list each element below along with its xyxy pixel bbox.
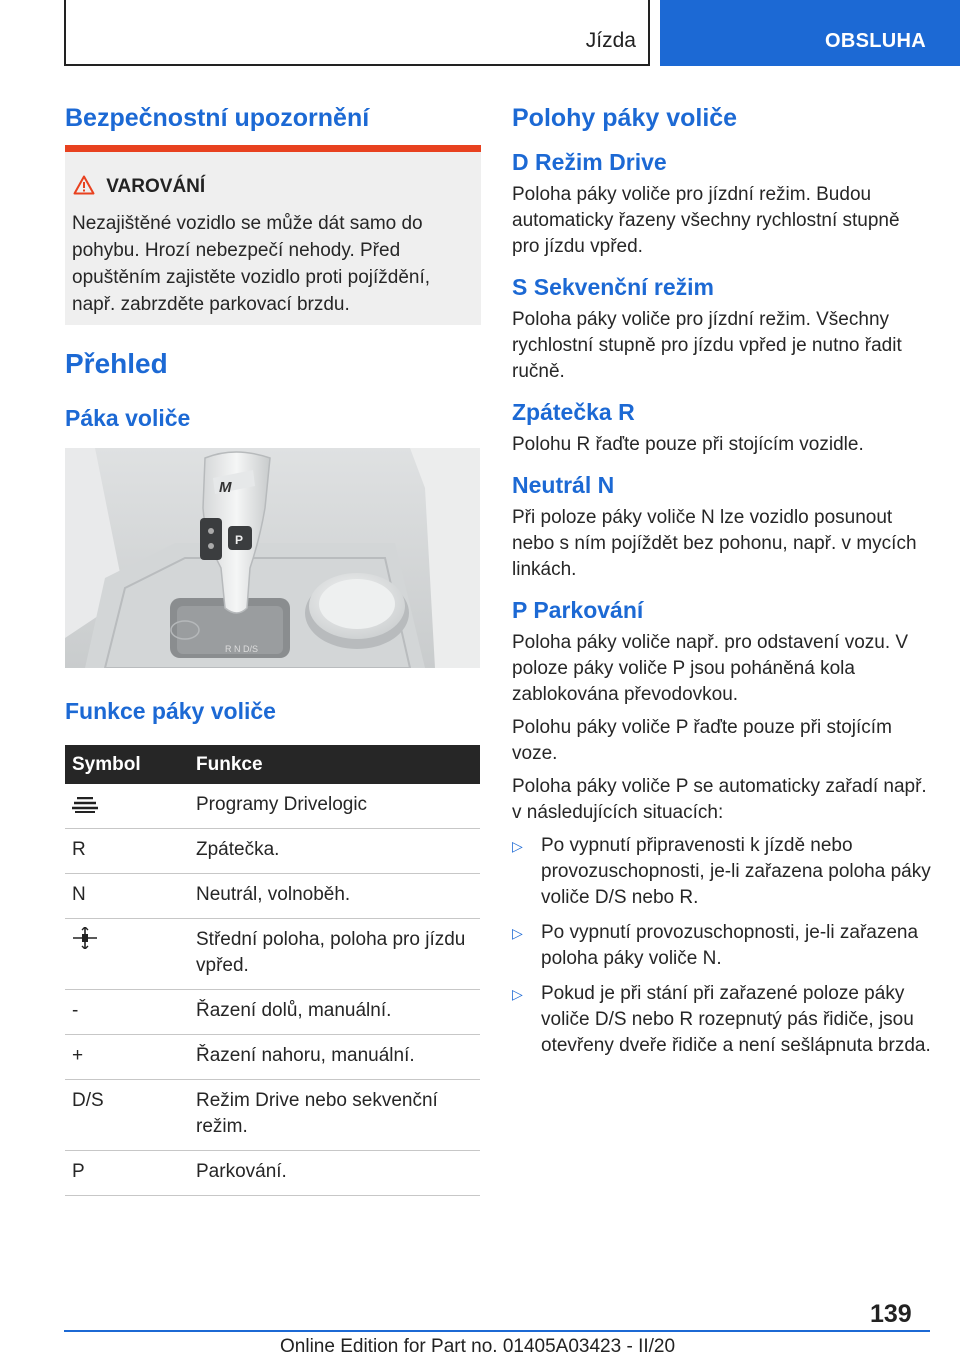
function-cell: Neutrál, volnoběh. xyxy=(189,874,480,919)
positions-heading: Polohy páky voliče xyxy=(512,104,738,132)
page-header xyxy=(0,0,960,66)
header-section-label: Jízda xyxy=(585,29,636,52)
drive-mode-text: Poloha páky voliče pro jízdní režim. Budou automaticky řazeny všechny rychlostní stupně pro jízdu vpřed. xyxy=(512,184,900,257)
drivelogic-icon xyxy=(72,794,98,815)
table-row xyxy=(65,874,480,919)
svg-text:P: P xyxy=(235,533,244,547)
function-cell: Střední poloha, poloha pro jízdu vpřed. xyxy=(189,919,480,990)
sequential-mode-text: Poloha páky voliče pro jízdní režim. Všechny rychlostní stupně pro jízdu vpřed je nutno řadit ručně. xyxy=(512,309,902,382)
safety-heading: Bezpečnostní upozornění xyxy=(65,104,370,132)
warning-title-text: VAROVÁNÍ xyxy=(106,176,206,197)
reverse-heading: Zpátečka R xyxy=(512,399,635,425)
page-number: 139 xyxy=(870,1300,912,1328)
table-row xyxy=(65,1080,480,1151)
symbol-cell: R xyxy=(65,829,189,874)
header-chapter-label: OBSLUHA xyxy=(825,30,926,52)
selector-positions-column xyxy=(512,104,932,1068)
triangle-bullet-icon: ▷ xyxy=(512,925,523,941)
table-header-row xyxy=(65,745,480,784)
symbol-cell: - xyxy=(65,990,189,1035)
drive-mode-heading: D Režim Drive xyxy=(512,149,667,175)
function-cell: Zpátečka. xyxy=(189,829,480,874)
functions-table xyxy=(65,745,480,1196)
symbol-cell xyxy=(65,919,189,990)
function-cell: Programy Drivelogic xyxy=(189,784,480,829)
table-row xyxy=(65,919,480,990)
list-item: ▷ Po vypnutí provozuschopnosti, je-li zařazena poloha páky voliče N. xyxy=(512,922,919,969)
symbol-cell: D/S xyxy=(65,1080,189,1151)
header-chapter-tab[interactable] xyxy=(660,0,960,66)
reverse-text: Polohu R řaďte pouze při stojícím vozidle. xyxy=(512,434,864,455)
column-header-function: Funkce xyxy=(189,745,480,784)
park-heading: P Parkování xyxy=(512,597,644,623)
selector-lever-photo xyxy=(65,448,480,668)
warning-triangle-icon xyxy=(73,175,101,201)
neutral-heading: Neutrál N xyxy=(512,472,615,498)
function-cell: Parkování. xyxy=(189,1151,480,1196)
table-row xyxy=(65,990,480,1035)
park-text-2: Polohu páky voliče P řaďte pouze při stojícím voze. xyxy=(512,717,892,764)
triangle-bullet-icon: ▷ xyxy=(512,838,523,854)
function-cell: Režim Drive nebo sekvenční režim. xyxy=(189,1080,480,1151)
footer-rule xyxy=(64,1330,930,1332)
center-position-icon xyxy=(72,930,98,951)
table-row xyxy=(65,1151,480,1196)
symbol-cell: + xyxy=(65,1035,189,1080)
list-item: ▷ Pokud je při stání při zařazené poloze páky voliče D/S nebo R rozepnutý pás řidiče, jsou otevřeny dveře řidiče a není sešlápnuta brzda. xyxy=(512,983,931,1056)
warning-box xyxy=(65,145,481,325)
triangle-bullet-icon: ▷ xyxy=(512,986,523,1002)
symbol-cell: N xyxy=(65,874,189,919)
park-text-1: Poloha páky voliče např. pro odstavení vozu. V poloze páky voliče P jsou poháněná kola zablokována převodovkou. xyxy=(512,632,909,705)
m-logo-text: M xyxy=(219,479,232,496)
function-cell: Řazení dolů, manuální. xyxy=(189,990,480,1035)
warning-title xyxy=(73,175,205,201)
svg-text:R N D/S: R N D/S xyxy=(225,644,259,654)
symbol-cell: P xyxy=(65,1151,189,1196)
neutral-text: Při poloze páky voliče N lze vozidlo posunout nebo s ním pojíždět bez pohonu, např. v mycích linkách. xyxy=(512,507,917,580)
selector-lever-heading: Páka voliče xyxy=(65,405,191,431)
table-row xyxy=(65,1035,480,1080)
warning-text: Nezajištěné vozidlo se může dát samo do pohybu. Hrozí nebezpečí nehody. Před opuštěním zajistěte vozidlo proti pojíždění, např. zabrzděte parkovací brzdu. xyxy=(72,213,431,315)
header-section-box xyxy=(64,0,650,66)
footer-edition: Online Edition for Part no. 01405A03423 - II/20 xyxy=(280,1336,676,1357)
sequential-mode-heading: S Sekvenční režim xyxy=(512,274,714,300)
overview-heading: Přehled xyxy=(65,348,168,379)
symbol-cell xyxy=(65,784,189,829)
list-item: ▷ Po vypnutí připravenosti k jízdě nebo provozuschopnosti, je-li zařazena poloha páky voliče D/S nebo R. xyxy=(512,835,931,908)
park-text-3: Poloha páky voliče P se automaticky zařadí např. v následujících situacích: xyxy=(512,776,927,823)
column-header-symbol: Symbol xyxy=(65,745,189,784)
function-cell: Řazení nahoru, manuální. xyxy=(189,1035,480,1080)
table-row xyxy=(65,829,480,874)
park-conditions-list xyxy=(512,833,932,1059)
table-row xyxy=(65,784,480,829)
functions-heading: Funkce páky voliče xyxy=(65,698,276,724)
